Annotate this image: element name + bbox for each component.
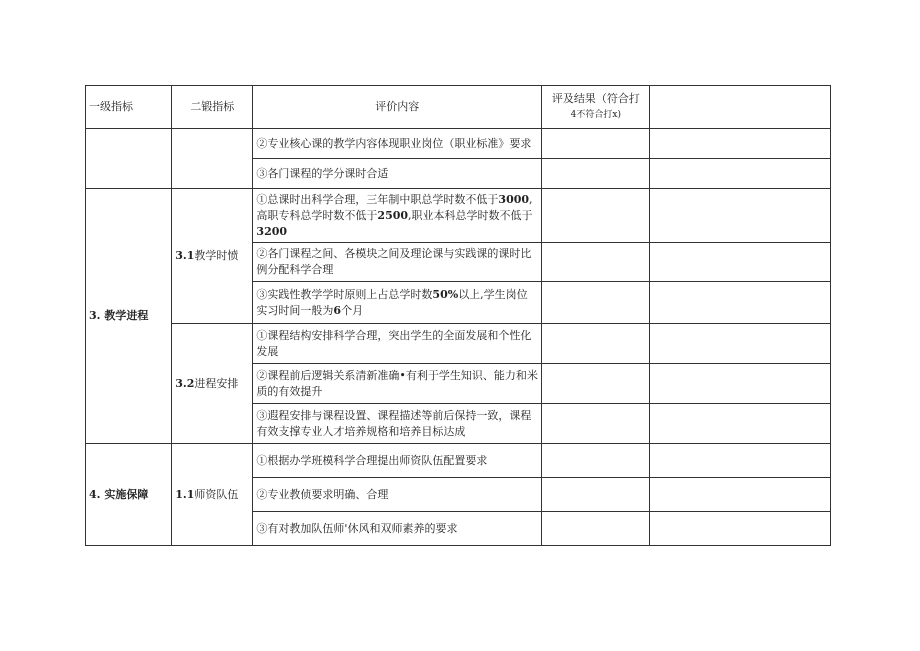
extra-cell[interactable] (650, 324, 831, 364)
extra-cell[interactable] (650, 282, 831, 324)
header-result-line1: 评及结果（符合打 (551, 92, 640, 105)
content-text: 个月 (341, 303, 364, 317)
content-cell: ②专业教侦要求明确、合理 (253, 478, 542, 512)
table-row (86, 444, 831, 478)
content-cell (253, 282, 542, 324)
header-row (86, 86, 831, 129)
header-extra (650, 86, 831, 129)
table-row (86, 189, 831, 243)
level1-label: 3. 教学进程 (89, 309, 149, 322)
content-number: 3000 (498, 192, 530, 206)
result-cell[interactable] (542, 282, 650, 324)
result-cell[interactable] (542, 404, 650, 444)
content-cell: ③遐程安排与课程设置、课程描述等前后保持一致，课程有效支撑专业人才培养规格和培养目标达成 (253, 404, 542, 444)
level2-num: 1.1 (175, 487, 195, 501)
level2-progress-arrangement (172, 324, 253, 444)
table-row (86, 129, 831, 159)
result-cell[interactable] (542, 444, 650, 478)
content-number: 6 (333, 303, 342, 317)
level2-num: 3.1 (175, 249, 195, 262)
level2-text: 进程安排 (194, 376, 239, 390)
level2-text: 师资队伍 (194, 487, 239, 501)
result-cell[interactable] (542, 478, 650, 512)
header-level1: 一级指标 (86, 86, 172, 129)
content-number: 50% (432, 287, 459, 301)
header-result-line2: 4不符合打x) (570, 110, 621, 120)
content-text: ①总课时出科学合理，三年制中职总学时数不低于 (256, 192, 499, 206)
level1-implementation (86, 444, 172, 546)
result-cell[interactable] (542, 243, 650, 282)
result-cell[interactable] (542, 129, 650, 159)
extra-cell[interactable] (650, 478, 831, 512)
content-cell: ②各门课程之间、各模块之间及理论课与实践课的课时比例分配科学合理 (253, 243, 542, 282)
content-text: ,高职专科总学时数不低于 (256, 192, 533, 222)
level1-label: 4. 实施保障 (89, 487, 149, 501)
evaluation-table (85, 85, 831, 546)
result-cell[interactable] (542, 324, 650, 364)
extra-cell[interactable] (650, 159, 831, 189)
content-text: 以上,学生岗位实习时间一般为 (256, 287, 528, 317)
result-cell[interactable] (542, 189, 650, 243)
content-cell: ②课程前后逻辑关系清新准确•有利于学生知识、能力和米质的有效提升 (253, 364, 542, 404)
content-cell: ③有对教加队伍师'休风和双师素养的要求 (253, 512, 542, 546)
level1-cell-empty (86, 129, 172, 189)
level2-text: 教学时愤 (194, 249, 239, 262)
level2-num: 3.2 (175, 376, 195, 390)
level2-faculty (172, 444, 253, 546)
content-cell: ②专业核心课的教学内容体现职业岗位（职业标准》要求 (253, 129, 542, 159)
extra-cell[interactable] (650, 129, 831, 159)
content-cell: ①课程结构安排科学合理，突出学生的全面发展和个性化发展 (253, 324, 542, 364)
level2-cell-empty (172, 129, 253, 189)
level1-teaching-progress (86, 189, 172, 444)
header-result (542, 86, 650, 129)
header-level2: 二锻指标 (172, 86, 253, 129)
result-cell[interactable] (542, 512, 650, 546)
result-cell[interactable] (542, 364, 650, 404)
extra-cell[interactable] (650, 404, 831, 444)
extra-cell[interactable] (650, 444, 831, 478)
result-cell[interactable] (542, 159, 650, 189)
content-cell: ③各门课程的学分课时合适 (253, 159, 542, 189)
extra-cell[interactable] (650, 512, 831, 546)
extra-cell[interactable] (650, 189, 831, 243)
level2-teaching-hours (172, 189, 253, 324)
header-content: 评价内容 (253, 86, 542, 129)
content-cell: ①根据办学班模科学合理提出师资队伍配置要求 (253, 444, 542, 478)
content-number: 2500 (377, 208, 409, 222)
extra-cell[interactable] (650, 364, 831, 404)
content-cell (253, 189, 542, 243)
table-row (86, 324, 831, 364)
content-text: ,职业本科总学时数不低于 (408, 208, 533, 222)
content-number: 3200 (256, 224, 288, 238)
extra-cell[interactable] (650, 243, 831, 282)
content-text: ③实践性教学学时原则上占总学时数 (256, 287, 433, 301)
